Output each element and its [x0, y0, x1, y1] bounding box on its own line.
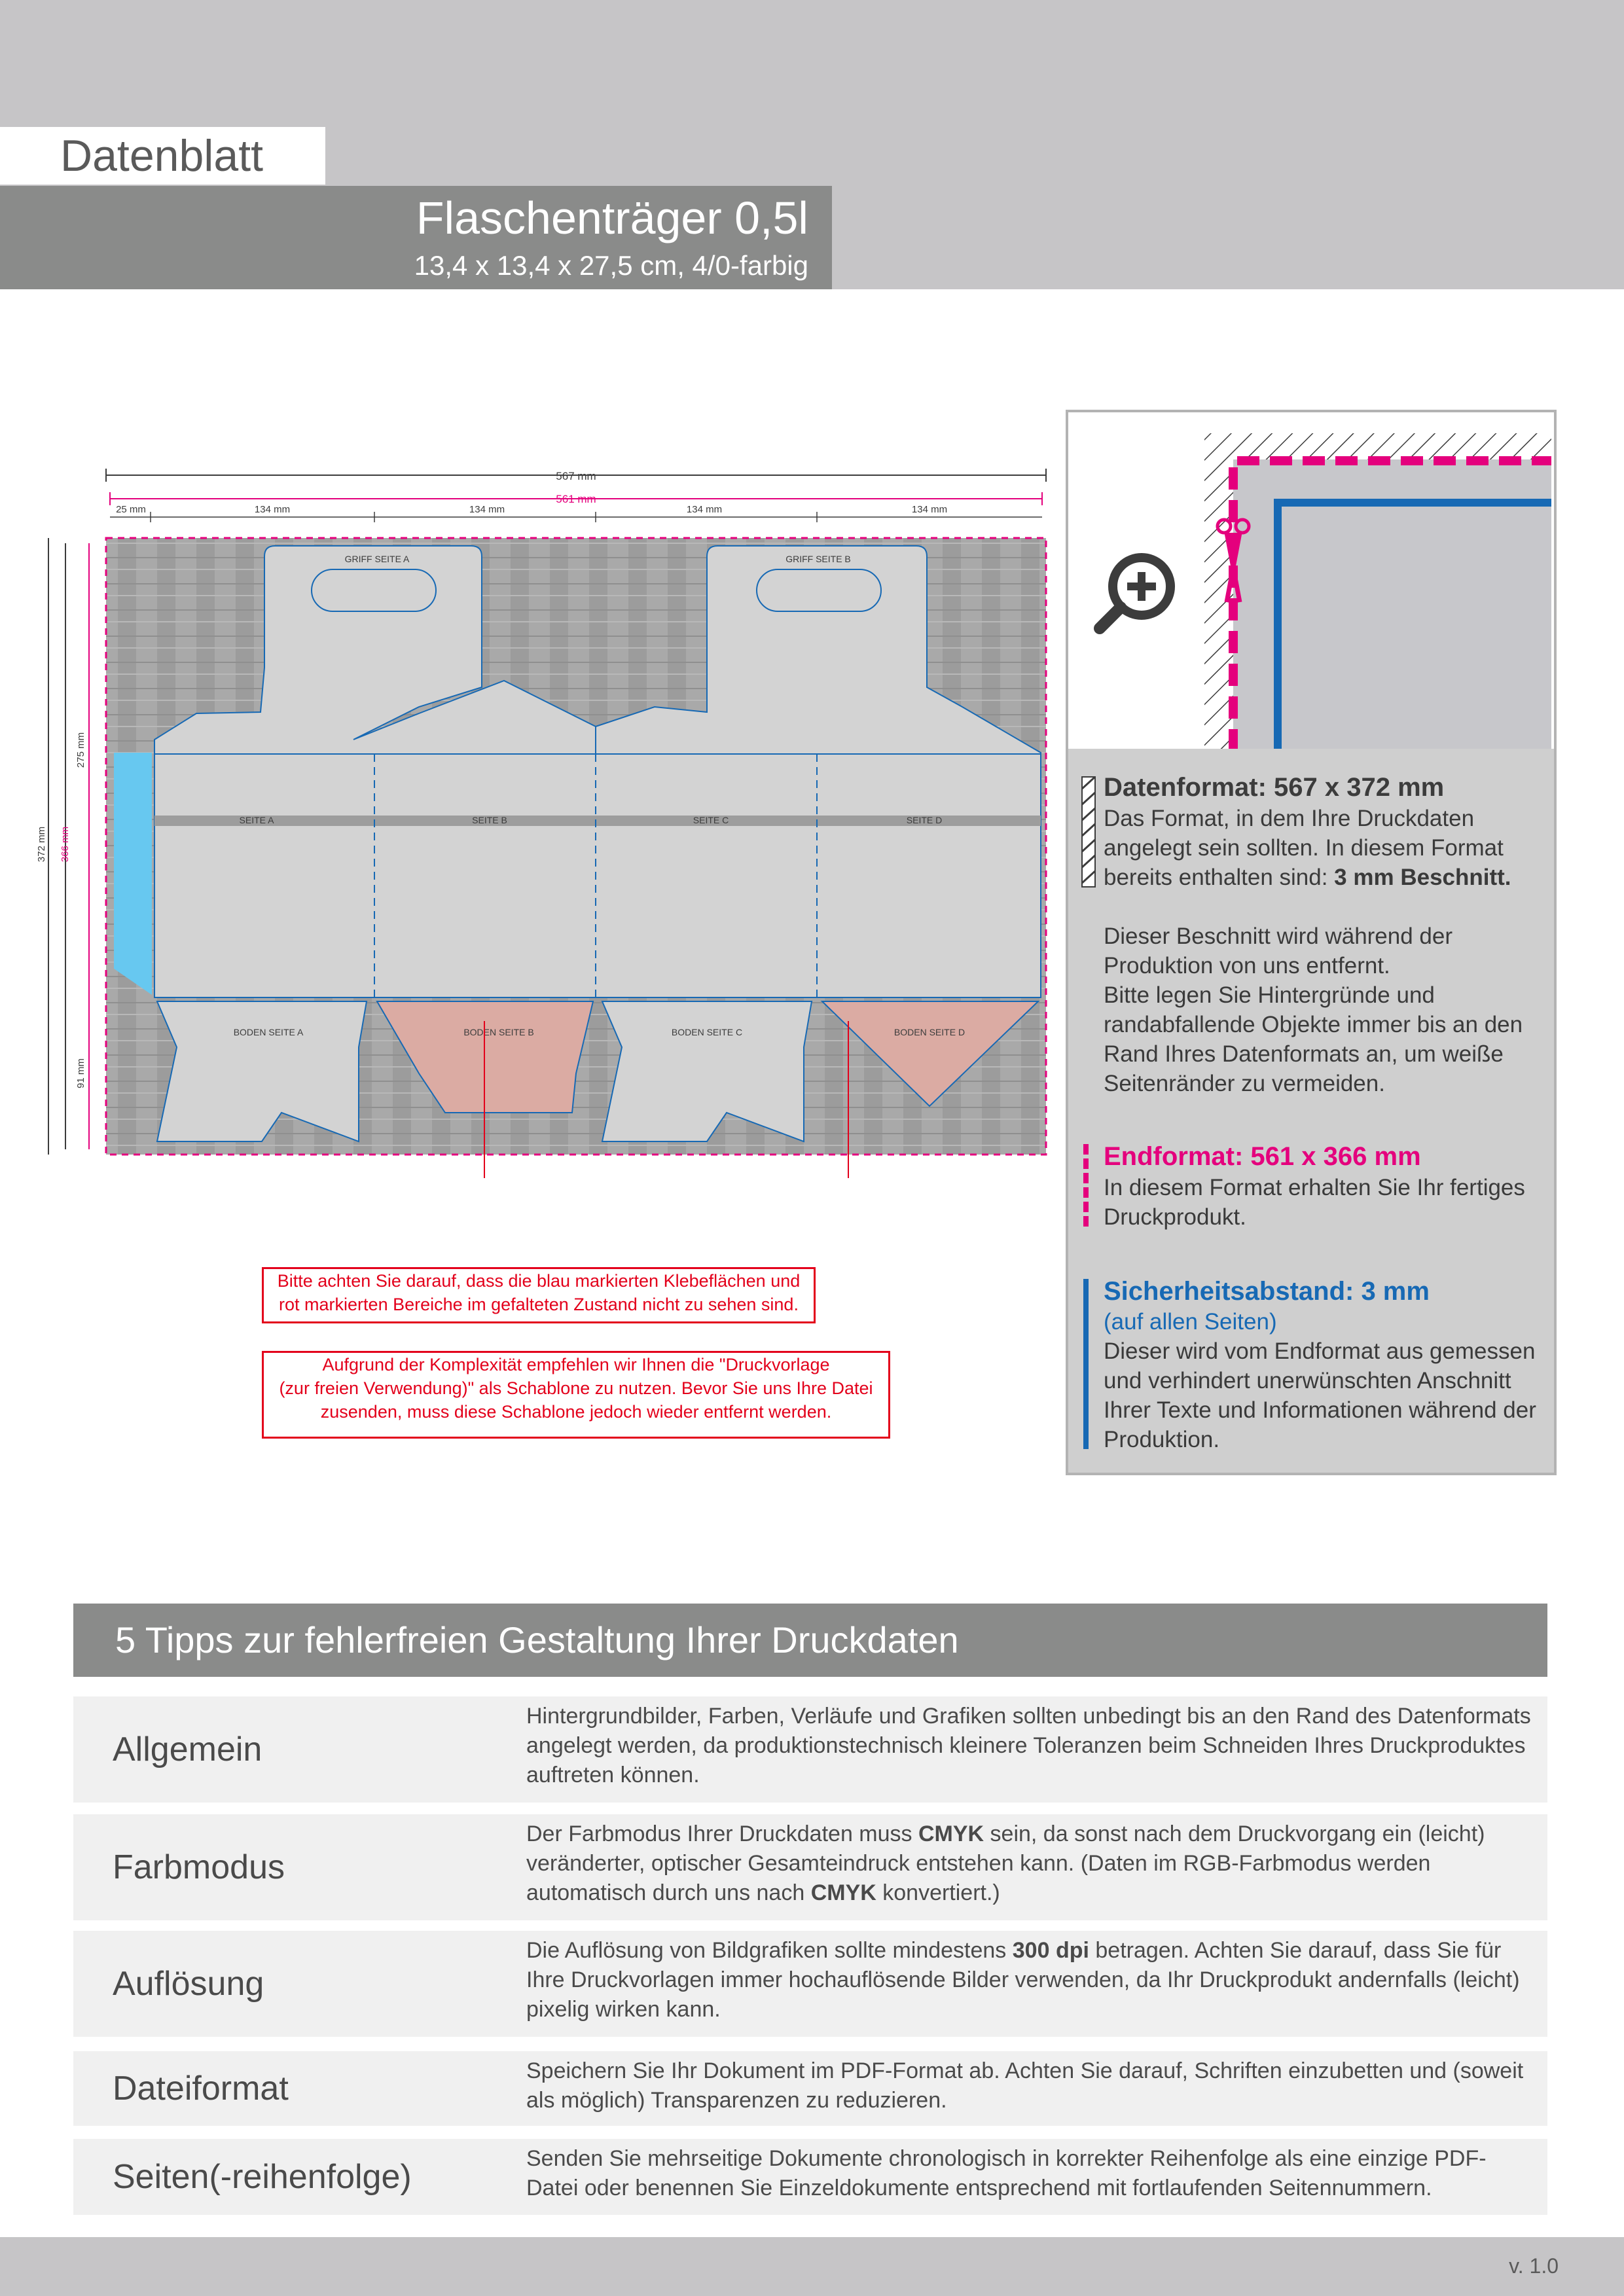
- tips-title: 5 Tipps zur fehlerfreien Gestaltung Ihrer Druckdaten: [115, 1619, 959, 1660]
- sicherheit-title: Sicherheitsabstand: 3 mm: [1104, 1277, 1430, 1306]
- tip-text: Der Farbmodus Ihrer Druckdaten muss CMYK sein, da sonst nach dem Druckvorgang ein (leicht) veränderter, optischer Gesamteindruck entstehen kann. (Daten im RGB-Farbmodus werden automatisch durch uns nach CMYK konvertiert.): [526, 1821, 1485, 1905]
- tip-label: Allgemein: [113, 1731, 262, 1768]
- tip-text: Die Auflösung von Bildgrafiken sollte mindestens 300 dpi betragen. Achten Sie darauf, dass Sie für Ihre Druckvorlagen immer hochauflösende Bilder verwenden, da Ihr Druckprodukt andernfalls (leicht) pixelig wirken kann.: [526, 1938, 1520, 2022]
- handle-hole-a: [312, 569, 436, 611]
- version-label: v. 1.0: [1509, 2254, 1559, 2278]
- handle-hole-b: [757, 569, 881, 611]
- label-griff-b: GRIFF SEITE B: [785, 554, 851, 564]
- dim-upper-height: 275 mm: [75, 732, 86, 768]
- sicherheit-subtitle: (auf allen Seiten): [1104, 1309, 1277, 1335]
- dim-final-width: 561 mm: [556, 493, 596, 505]
- dim-seg-3: 134 mm: [469, 504, 505, 515]
- label-boden-d: BODEN SEITE D: [893, 1027, 965, 1037]
- zoom-illustration: [1066, 410, 1557, 754]
- doc-label: Datenblatt: [60, 131, 263, 181]
- tip-text: Senden Sie mehrseitige Dokumente chronologisch in korrekter Reihenfolge als eine einzige PDF-Datei oder benennen Sie Einzeldokumente entsprechend mit fortlaufenden Seitennummern.: [526, 2146, 1487, 2200]
- endformat-title: Endformat: 561 x 366 mm: [1104, 1142, 1421, 1171]
- dim-seg-2: 134 mm: [254, 504, 291, 515]
- label-seite-d: SEITE D: [906, 815, 943, 825]
- tip-label: Auflösung: [113, 1965, 264, 2003]
- panel-seiten: [154, 754, 1041, 997]
- label-seite-a: SEITE A: [239, 815, 274, 825]
- tip-label: Seiten(-reihenfolge): [113, 2158, 412, 2196]
- sicherheit-marker: [1083, 1279, 1089, 1449]
- endformat-text: In diesem Format erhalten Sie Ihr fertiges Druckprodukt.: [1104, 1175, 1525, 1230]
- tip-label: Farbmodus: [113, 1848, 285, 1886]
- bleed-marker-icon: [1081, 776, 1096, 888]
- dim-seg-1: 25 mm: [116, 504, 146, 515]
- datenformat-title: Datenformat: 567 x 372 mm: [1104, 773, 1445, 802]
- datenformat-bold: 3 mm Beschnitt.: [1334, 865, 1511, 890]
- label-seite-b: SEITE B: [472, 815, 507, 825]
- tip-label: Dateiformat: [113, 2070, 289, 2108]
- dieline-template: [0, 458, 1060, 1178]
- label-griff-a: GRIFF SEITE A: [344, 554, 410, 564]
- dim-seg-4: 134 mm: [686, 504, 723, 515]
- label-boden-a: BODEN SEITE A: [233, 1027, 304, 1037]
- sicherheit-text: Dieser wird vom Endformat aus gemessen und verhindert unerwünschten Anschnitt Ihrer Texte und Informationen während der Produktion.: [1104, 1338, 1536, 1452]
- dim-lower-height: 91 mm: [75, 1058, 86, 1088]
- label-boden-c: BODEN SEITE C: [671, 1027, 743, 1037]
- dim-total-width: 567 mm: [556, 470, 596, 482]
- product-title: Flaschenträger 0,5l: [416, 192, 808, 243]
- note-hidden-areas: Bitte achten Sie darauf, dass die blau markierten Klebeflächen und rot markierten Bereiche im gefalteten Zustand nicht zu sehen sind.: [262, 1267, 816, 1323]
- dim-final-height: 366 mm: [60, 826, 71, 863]
- dim-total-height: 372 mm: [36, 826, 47, 863]
- product-subtitle: 13,4 x 13,4 x 27,5 cm, 4/0-farbig: [414, 250, 808, 281]
- boden-a: [157, 1001, 367, 1141]
- label-seite-c: SEITE C: [693, 815, 729, 825]
- magnifier-plus-icon: [1100, 558, 1170, 628]
- dim-seg-5: 134 mm: [911, 504, 948, 515]
- endformat-marker: [1083, 1144, 1094, 1227]
- label-boden-b: BODEN SEITE B: [463, 1027, 534, 1037]
- tip-text: Hintergrundbilder, Farben, Verläufe und Grafiken sollten unbedingt bis an den Rand des Datenformats angelegt werden, da produktionstechnisch kleinere Toleranzen beim Schneiden Ihres Druckproduktes auftreten können.: [526, 1704, 1531, 1787]
- glue-flap: [114, 753, 152, 995]
- datenformat-text: Das Format, in dem Ihre Druckdaten angelegt sein sollten. In diesem Format bereits enthalten sind: 3 mm Beschnitt.: [1104, 806, 1511, 890]
- beschnitt-text: Dieser Beschnitt wird während der Produktion von uns entfernt. Bitte legen Sie Hintergründe und randabfallende Objekte immer bis an den Rand Ihres Datenformats an, um weiße Seitenränder zu vermeiden.: [1104, 924, 1523, 1096]
- footer-band: [0, 2237, 1624, 2296]
- tip-text: Speichern Sie Ihr Dokument im PDF-Format ab. Achten Sie darauf, Schriften einzubetten und (soweit als möglich) Transparenzen zu reduzieren.: [526, 2058, 1524, 2113]
- boden-c: [602, 1001, 812, 1141]
- note-template-usage: Aufgrund der Komplexität empfehlen wir Ihnen die "Druckvorlage (zur freien Verwendung)" als Schablone zu nutzen. Bevor Sie uns Ihre Datei zusenden, muss diese Schablone jedoch wieder entfernt werden.: [262, 1351, 890, 1439]
